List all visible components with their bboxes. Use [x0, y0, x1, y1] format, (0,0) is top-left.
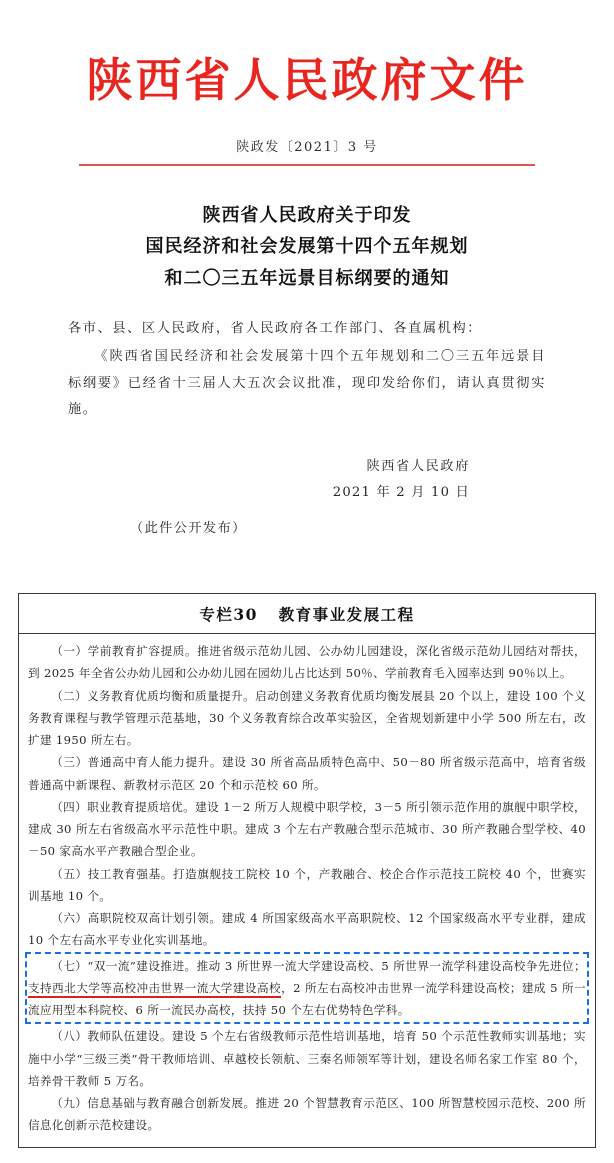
column-header-number: 30	[233, 605, 258, 624]
document-title	[0, 200, 614, 295]
list-item: （六）高职院校双高计划引领。建成 4 所国家级高水平高职院校、12 个国家级高水平专业群，建成 10 个左右高水平专业化实训基地。	[28, 911, 586, 948]
public-release-note: （此件公开发布）	[130, 521, 247, 537]
red-divider-rule	[79, 164, 535, 166]
signature-date: 2021 年 2 月 10 日	[332, 485, 470, 501]
list-item: （四）职业教育提质培优。建设 1－2 所万人规模中职学校，3－5 所引领示范作用的旗舰中职学校，建成 30 所左右省级高水平示范性中职。建成 3 个左右产教融合型示范城市、30 所产教融合型学校、40－50 家高水平产教融合型企业。	[28, 799, 586, 859]
title-line-2: 国民经济和社会发展第十四个五年规划	[145, 236, 469, 257]
list-item: （一）学前教育扩容提质。推进省级示范幼儿园、公办幼儿园建设，深化省级示范幼儿园结对帮扶，到 2025 年全省公办幼儿园和公办幼儿园在园幼儿占比达到 50％、学前教育毛入园率达到 90％以上。	[28, 644, 586, 681]
list-item-highlighted	[28, 955, 586, 1022]
signature-block	[68, 454, 546, 507]
title-line-1: 陕西省人民政府关于印发	[202, 204, 412, 226]
list-item: （八）教师队伍建设。建设 5 个左右省级教师示范性培训基地，培育 50 个示范性教师实训基地；实施中小学“三级三类”骨干教师培训、卓越校长领航、三秦名师领军等计划，建设名师名家工作室 80 个，培养骨干教师 5 万名。	[28, 1029, 586, 1088]
highlight-text-after: ，2 所左右高校冲击世界一流学科建设高校；建成 5 所一流应用型本科院校、6 所一流民办高校，扶持 50 个左右优势特色学科。	[28, 980, 586, 1017]
document-body	[68, 316, 546, 543]
column-box	[18, 593, 596, 1148]
list-item: （九）信息基础与教育融合创新发展。推进 20 个智慧教育示范区、100 所智慧校园示范校、200 所信息化创新示范校建设。	[28, 1096, 586, 1133]
highlight-text-before: （七）“双一流”建设推进。推动 3 所世界一流大学建设高校、5 所世界一流学科建设高校争先进位；	[51, 958, 586, 973]
list-item: （三）普通高中育人能力提升。建设 30 所省高品质特色高中、50－80 所省级示范高中，培育省级普通高中新课程、新教材示范区 20 个和示范校 60 所。	[28, 755, 586, 792]
title-line-3: 和二〇三五年远景目标纲要的通知	[164, 267, 450, 289]
column-box-header	[19, 594, 595, 634]
list-item: （二）义务教育优质均衡和质量提升。启动创建义务教育优质均衡发展县 20 个以上，建设 100 个义务教育课程与教学管理示范基地，30 个义务教育综合改革实验区，全省规划新建中小学 500 所左右，改扩建 1950 所左右。	[28, 688, 586, 747]
list-item: （五）技工教育强基。打造旗舰技工院校 10 个，产教融合、校企合作示范技工院校 40 个，世赛实训基地 10 个。	[28, 866, 586, 903]
body-paragraph: 《陕西省国民经济和社会发展第十四个五年规划和二〇三五年远景目标纲要》已经省十三届人大五次会议批准，现印发给你们，请认真贯彻实施。	[68, 349, 546, 418]
salutation: 各市、县、区人民政府，省人民政府各工作部门、各直属机构：	[68, 321, 483, 336]
highlight-text-underlined: 支持西北大学等高校冲击世界一流大学建设高校	[28, 981, 281, 998]
column-header-prefix: 专栏	[199, 605, 234, 624]
masthead	[0, 0, 614, 166]
column-header-title: 教育事业发展工程	[278, 605, 415, 624]
signer-name: 陕西省人民政府	[366, 458, 470, 474]
column-box-body	[19, 634, 595, 1147]
masthead-title: 陕西省人民政府文件	[86, 53, 528, 107]
document-number: 陕政发〔2021〕3 号	[236, 139, 378, 155]
